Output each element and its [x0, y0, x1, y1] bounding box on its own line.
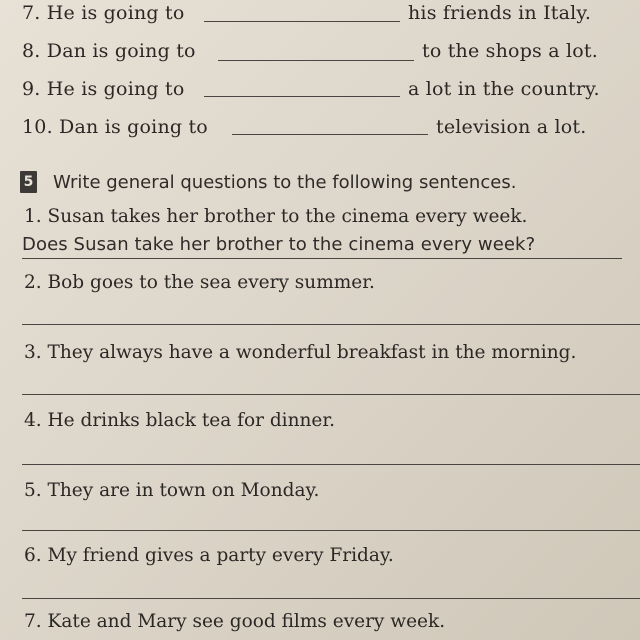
- fill-in-sentence-start: 7. He is going to: [22, 2, 185, 24]
- answer-line-3[interactable]: [22, 394, 640, 395]
- fill-in-row: [22, 40, 640, 74]
- fill-in-sentence-start: 9. He is going to: [22, 78, 185, 100]
- fill-in-row: [22, 2, 640, 36]
- fill-in-row: [22, 116, 640, 150]
- fill-in-blank-line[interactable]: [232, 134, 428, 135]
- handwritten-answer-1: Does Susan take her brother to the cinema every week?: [22, 234, 536, 255]
- answer-line-2[interactable]: [22, 324, 640, 325]
- answer-line-4[interactable]: [22, 464, 640, 465]
- fill-in-sentence-end: to the shops a lot.: [422, 40, 599, 62]
- fill-in-row: [22, 78, 640, 112]
- fill-in-blank-line[interactable]: [204, 21, 400, 22]
- fill-in-blank-line[interactable]: [218, 60, 414, 61]
- fill-in-blank-line[interactable]: [204, 96, 400, 97]
- fill-in-sentence-end: television a lot.: [436, 116, 587, 138]
- answer-line-6[interactable]: [22, 598, 640, 599]
- question-1: 1. Susan takes her brother to the cinema every week.: [24, 206, 528, 227]
- exercise-header: [20, 168, 640, 196]
- fill-in-sentence-end: a lot in the country.: [408, 78, 600, 100]
- question-6: 6. My friend gives a party every Friday.: [24, 545, 394, 566]
- exercise-number-badge: 5: [20, 171, 37, 193]
- fill-in-sentence-end: his friends in Italy.: [408, 2, 592, 24]
- answer-line-1[interactable]: [22, 258, 622, 259]
- question-7: 7. Kate and Mary see good films every week.: [24, 611, 446, 632]
- question-3: 3. They always have a wonderful breakfast in the morning.: [24, 342, 577, 363]
- fill-in-sentence-start: 8. Dan is going to: [22, 40, 196, 62]
- exercise-instructions: Write general questions to the following sentences.: [53, 171, 517, 193]
- question-4: 4. He drinks black tea for dinner.: [24, 410, 336, 431]
- fill-in-sentence-start: 10. Dan is going to: [22, 116, 208, 138]
- question-5: 5. They are in town on Monday.: [24, 480, 320, 501]
- question-2: 2. Bob goes to the sea every summer.: [24, 272, 375, 293]
- answer-line-5[interactable]: [22, 530, 640, 531]
